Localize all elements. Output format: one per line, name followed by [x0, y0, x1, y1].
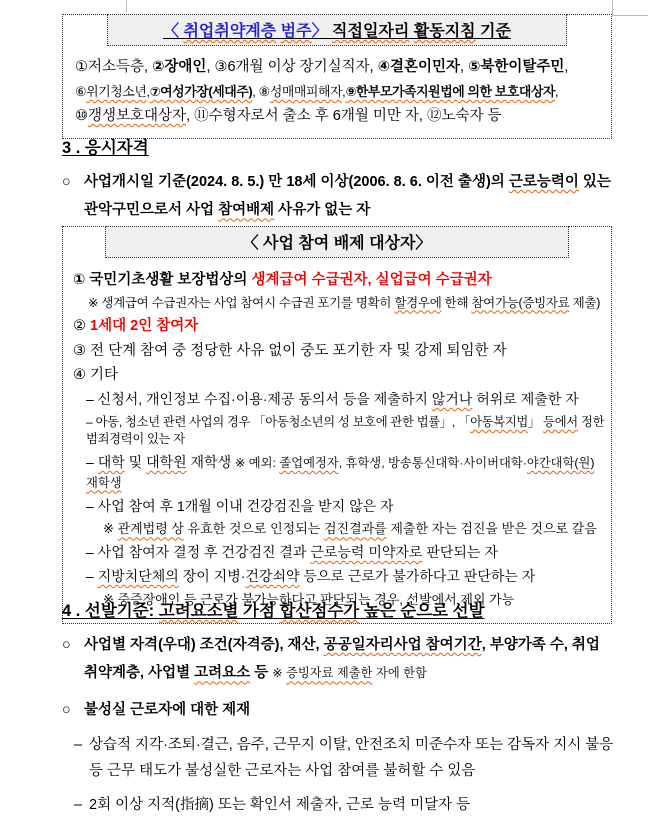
bullet-marker: ○ — [62, 174, 71, 190]
text-segment: 및 — [124, 453, 147, 470]
text-line — [73, 341, 605, 362]
text-segment: 않거나 — [431, 391, 473, 408]
text-segment: 〈 — [163, 23, 184, 40]
box-title-text — [243, 235, 432, 252]
text-segment: , — [342, 83, 346, 99]
bullet-item — [62, 168, 614, 225]
text-segment: 3 . 응시자격 — [62, 139, 149, 157]
text-line — [73, 543, 605, 563]
text-segment: – 아동, 청소년 관련 사업의 경우 「아동청소년의 성 보호에 관한 법률」, 「 — [86, 414, 471, 429]
text-segment: 생계급여 수급권자, 실업급여 수급권자 — [251, 272, 492, 288]
text-segment: 장이 지병· — [178, 567, 246, 584]
text-segment: 〈 사업 참여 배제 대상자〉 — [242, 235, 432, 252]
text-segment: , ⑪수형자로서 출소 후 6개월 미만 자, ⑫노숙자 등 — [186, 107, 502, 124]
text-line — [73, 453, 605, 493]
text-segment: 야간대학(원)재학생 — [86, 455, 595, 490]
text-segment: , 휴학생, 방송통신대학·사이버대학· — [338, 455, 527, 470]
text-segment: 검진결과를 — [323, 521, 387, 537]
bullet-item — [62, 631, 614, 688]
page-edge-mark-left — [126, 0, 127, 12]
text-segment: 갱생보호대상자 — [88, 107, 187, 124]
text-segment: 등에서 — [543, 414, 578, 429]
text-segment: 등으로 근로가 불가하다고 판단하는 자 — [299, 567, 536, 584]
vulnerable-groups-box — [62, 14, 612, 139]
text-segment: 사업별 자격(우대) 조건(자격증), 재산, — [84, 637, 324, 653]
text-segment: 상습적 지각·조퇴·결근, 음주, 근무지 이탈, 안전조치 미준수자 또는 감독자 지시 불응 등 근무 태도가 불성실한 근로자는 사업 참여를 불허할 수 있음 — [89, 736, 614, 779]
text-line — [73, 316, 605, 337]
box-title-text — [163, 23, 511, 40]
text-segment: 지방치단체의 — [97, 567, 179, 584]
text-segment: ※ — [103, 521, 118, 537]
bullet-text — [84, 168, 614, 225]
text-segment: 재학생 — [186, 453, 235, 470]
text-segment: 2회 이상 지적(指摘) 또는 확인서 제출자, 근로 능력 미달자 등 — [89, 796, 471, 813]
text-segment: ②장애인 — [152, 59, 207, 75]
text-segment: – 사업 참여자 결정 후 건강검진 결과 — [86, 543, 311, 560]
text-segment: 제출한 자는 검진을 받은 것으로 갈음 — [386, 521, 597, 537]
section-4-heading — [62, 597, 614, 621]
bullet-item — [62, 792, 614, 818]
bullet-text — [89, 732, 614, 784]
text-segment: 공공일자리사업 참여기간 — [323, 637, 482, 653]
text-segment: 근로능력이 — [508, 174, 579, 190]
bullet-marker: – — [74, 796, 83, 813]
text-segment: ⑨한부모가족지원법에 의한 보호대상자 — [345, 83, 556, 99]
text-segment: , — [555, 83, 559, 99]
bullet-item — [62, 732, 614, 784]
text-segment: 합산점수가 — [279, 602, 360, 620]
text-segment: 등 — [250, 665, 273, 682]
text-segment: 근로능력 미약자로 — [310, 543, 423, 560]
text-segment: , — [564, 59, 569, 75]
text-segment: 활동지침 — [413, 23, 476, 40]
exclusion-box-title — [105, 226, 569, 258]
text-segment: 사유가 없는 자 — [274, 202, 371, 219]
text-segment: ⑤북한이탈주민 — [468, 59, 565, 75]
text-segment: 증빙자료 제출한 — [285, 666, 373, 681]
text-segment: ①저소득층, — [75, 59, 153, 75]
text-segment: ※ 예외: — [235, 455, 280, 470]
text-segment: , — [460, 59, 469, 75]
text-segment: 허위로 제출한 자 — [472, 391, 579, 408]
text-segment: ② — [73, 318, 91, 335]
text-segment: 대학 — [97, 453, 125, 470]
text-segment: ⑥ — [75, 83, 87, 99]
text-segment: ④결혼이민자 — [377, 59, 461, 75]
page-edge-mark-right-horizontal — [612, 15, 648, 16]
text-segment: 있는 관악구민으로서 사업 — [84, 174, 611, 219]
text-segment: 」 — [528, 414, 544, 429]
text-segment: 한해 — [441, 295, 472, 310]
text-line — [73, 270, 605, 291]
section-3-heading — [62, 134, 614, 158]
text-segment: ④ 기타 — [73, 367, 119, 384]
text-segment: 대학원 — [146, 453, 187, 470]
text-segment: , 부양가족 수, 취업 취약계층, 사업별 — [84, 637, 600, 682]
text-segment: 성매매피해자 — [269, 83, 343, 99]
text-segment: 건강쇠약 — [245, 567, 300, 584]
text-line — [73, 414, 605, 449]
text-segment: , — [146, 83, 150, 99]
text-line — [73, 567, 605, 587]
bullet-text — [84, 631, 614, 688]
text-line — [73, 497, 605, 517]
text-segment: 4 . 선발기준: — [62, 602, 159, 620]
text-segment: 높은 순으로 선발 — [359, 602, 485, 620]
text-line — [73, 295, 605, 313]
section-4-body — [62, 631, 614, 818]
text-segment: 기준 — [475, 23, 511, 40]
vulnerable-groups-box-title — [107, 14, 567, 46]
vulnerable-groups-list — [63, 46, 611, 138]
text-segment: – 신청서, 개인정보 수집·이용·제공 동의서 등을 제출하지 — [86, 391, 432, 408]
text-segment: 참여가능(증빙자료 — [471, 295, 570, 310]
text-segment: 불성실 근로자에 대한 제재 — [84, 701, 251, 718]
bullet-marker: – — [74, 736, 83, 753]
text-segment: 범주 — [280, 23, 312, 40]
section-4 — [62, 597, 614, 826]
text-line — [75, 104, 599, 130]
bullet-text — [84, 696, 614, 724]
text-segment: , ⑧ — [252, 83, 270, 99]
text-line — [75, 81, 599, 104]
text-segment: 위기청소년 — [86, 83, 147, 99]
exclusion-box — [62, 226, 612, 624]
text-segment: 유효한 것으로 인정되는 — [183, 521, 324, 537]
text-line — [73, 365, 605, 386]
text-segment: 가점 — [238, 602, 280, 620]
text-segment: 〉 — [311, 23, 333, 40]
text-line — [75, 55, 599, 81]
section-3-body — [62, 168, 614, 225]
text-segment: 졸업예정자 — [279, 455, 339, 470]
text-segment: 할경우에 — [394, 295, 442, 310]
text-segment: 고려요소별 — [158, 602, 239, 620]
text-segment: ※ 중증장애인 등 근로가 불가능하다고 판단되는 경우, 선발에서 제외 가능 — [103, 591, 515, 607]
text-line — [73, 520, 605, 538]
text-segment: 고려요소 — [194, 665, 251, 682]
text-segment: – — [86, 453, 98, 470]
text-segment: ※ — [272, 666, 286, 681]
text-segment: 참여배제 — [218, 202, 275, 219]
text-segment: 아동복지법 — [470, 414, 528, 429]
text-line — [73, 390, 605, 410]
text-segment: 사업개시일 기준(2024. 8. 5.) 만 18세 이상(2006. 8. 6. 이전 출생)의 — [84, 174, 509, 190]
text-segment: 관계법령 상 — [117, 521, 184, 537]
page-edge-mark-right-vertical — [612, 0, 613, 15]
bullet-text — [89, 792, 614, 818]
bullet-marker: ○ — [62, 637, 71, 653]
exclusion-list — [63, 258, 611, 623]
text-segment: ⑩ — [75, 107, 88, 124]
bullet-item — [62, 696, 614, 724]
text-segment: 1세대 2인 참여자 — [90, 318, 199, 335]
text-segment: 취업취약계층 — [183, 23, 277, 40]
text-segment: – 사업 참여 후 1개월 이내 건강검진을 받지 않은 자 — [86, 497, 394, 514]
text-segment: – — [86, 567, 98, 584]
text-segment: 직접일자리 — [332, 23, 410, 40]
text-segment: 판단되는 자 — [422, 543, 498, 560]
text-segment: ① 국민기초생활 보장법상의 — [73, 272, 252, 288]
text-segment: , ③6개월 이상 장기실직자, — [206, 59, 378, 75]
text-segment: 제출) — [569, 295, 601, 310]
bullet-marker: ○ — [62, 701, 71, 718]
text-segment: 정한 범죄경력이 있는 자 — [86, 414, 605, 447]
section-3 — [62, 134, 614, 233]
text-segment: ⑦여성가장(세대주) — [149, 83, 253, 99]
text-segment: ③ 전 단계 참여 중 정당한 사유 없이 중도 포기한 자 및 강제 퇴임한 자 — [73, 342, 507, 359]
text-segment: 자에 한함 — [372, 666, 427, 681]
text-segment: ※ 생계급여 수급권자는 사업 참여시 수급권 포기를 명확히 — [88, 295, 395, 310]
